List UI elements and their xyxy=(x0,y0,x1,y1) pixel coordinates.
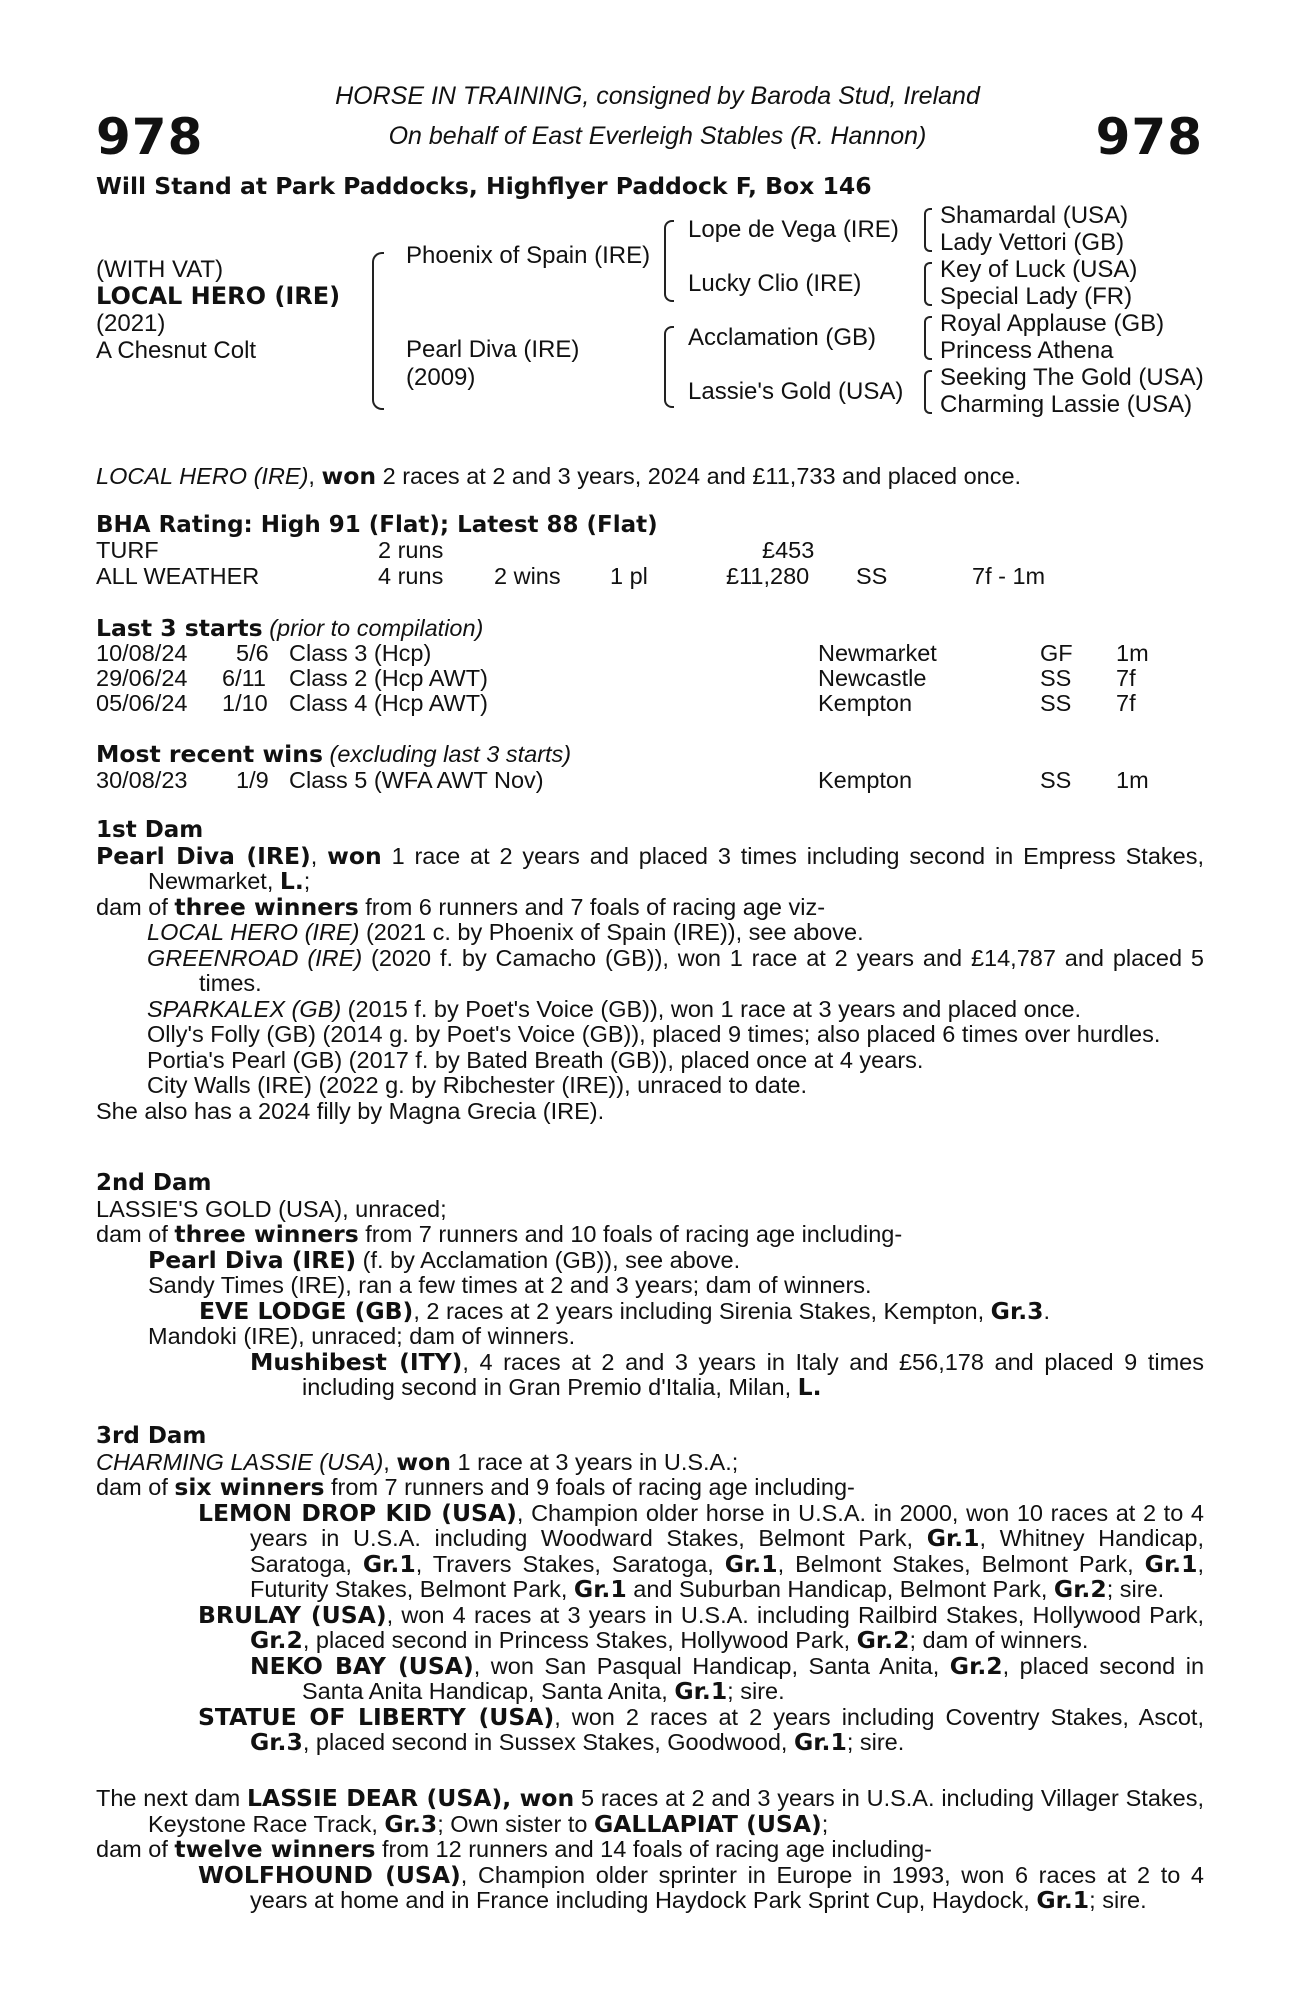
horse-year: (2021) xyxy=(96,310,166,337)
recent-wins-heading: Most recent wins (excluding last 3 starts) xyxy=(96,740,572,768)
pedigree-sss: Shamardal (USA) xyxy=(940,202,1129,229)
produce-entry: Portia's Pearl (GB) (2017 f. by Bated Breath (GB)), placed once at 4 years. xyxy=(147,1046,924,1073)
first-dam-produce-summary: dam of three winners from 6 runners and 7 foals of racing age viz- xyxy=(96,892,826,921)
last-3-heading: Last 3 starts (prior to compilation) xyxy=(96,614,484,642)
pedigree-sdd: Special Lady (FR) xyxy=(940,283,1133,310)
produce-entry: City Walls (IRE) (2022 g. by Ribchester (IRE)), unraced to date. xyxy=(147,1072,807,1098)
pedigree-sire-dam: Lucky Clio (IRE) xyxy=(688,270,862,297)
first-dam-intro: Pearl Diva (IRE), won 1 race at 2 years and placed 3 times including second in Empress Stakes, Newmarket, L.; xyxy=(96,841,1204,895)
pedigree-sire-sire: Lope de Vega (IRE) xyxy=(688,216,899,243)
pedigree-dam-dam: Lassie's Gold (USA) xyxy=(688,378,904,405)
pedigree-dam-year: (2009) xyxy=(406,364,476,391)
pedigree-sire: Phoenix of Spain (IRE) xyxy=(406,242,651,269)
vat-note: (WITH VAT) xyxy=(96,256,224,283)
produce-entry-statue-of-liberty: STATUE OF LIBERTY (USA), won 2 races at 2 years including Coventry Stakes, Ascot, Gr.3, placed second in Sussex Stakes, Goodwood, Gr.1; sire. xyxy=(198,1702,1204,1756)
lot-number-right: 978 xyxy=(1095,108,1203,166)
pedigree-dds: Seeking The Gold (USA) xyxy=(940,364,1204,391)
third-dam-section xyxy=(96,1424,1204,1756)
pedigree-ssd: Lady Vettori (GB) xyxy=(940,229,1125,256)
produce-entry-wolfhound: WOLFHOUND (USA), Champion older sprinter in Europe in 1993, won 6 races at 2 to 4 years at home and in France including Haydock Park Sprint Cup, Haydock, Gr.1; sire. xyxy=(198,1860,1204,1914)
first-dam-also: She also has a 2024 filly by Magna Grecia (IRE). xyxy=(96,1097,605,1124)
consignor-line: HORSE IN TRAINING, consigned by Baroda Stud, Ireland xyxy=(335,82,980,110)
horse-name: LOCAL HERO (IRE) xyxy=(96,282,341,310)
second-dam-intro: LASSIE'S GOLD (USA), unraced; xyxy=(96,1195,447,1222)
pedigree-dam: Pearl Diva (IRE) xyxy=(406,336,580,363)
stand-location: Will Stand at Park Paddocks, Highflyer Paddock F, Box 146 xyxy=(96,172,872,200)
produce-entry: SPARKALEX (GB) (2015 f. by Poet's Voice (GB)), won 1 race at 3 years and placed once. xyxy=(147,995,1082,1022)
pedigree-ddd: Charming Lassie (USA) xyxy=(940,391,1193,418)
pedigree-brace-5 xyxy=(924,262,932,306)
pedigree-brace-4 xyxy=(924,208,932,252)
pedigree-brace-6 xyxy=(924,316,932,360)
second-dam-heading: 2nd Dam xyxy=(96,1170,212,1196)
first-dam-section xyxy=(96,818,1204,1124)
third-dam-produce-summary: dam of six winners from 7 runners and 9 foals of racing age including- xyxy=(96,1473,855,1501)
produce-entry-brulay: BRULAY (USA), won 4 races at 3 years in U.S.A. including Railbird Stakes, Hollywood Park, Gr.2, placed second in Princess Stakes, Hollywood Park, Gr.2; dam of winners. xyxy=(198,1600,1204,1654)
horse-description: A Chesnut Colt xyxy=(96,337,257,364)
produce-entry: Sandy Times (IRE), ran a few times at 2 and 3 years; dam of winners. xyxy=(148,1272,872,1298)
third-dam-intro: CHARMING LASSIE (USA), won 1 race at 3 years in U.S.A.; xyxy=(96,1447,739,1476)
lot-number-left: 978 xyxy=(96,108,204,166)
grand-produce-entry-neko-bay: NEKO BAY (USA), won San Pasqual Handicap, Santa Anita, Gr.2, placed second in Santa Anita Handicap, Santa Anita, Gr.1; sire. xyxy=(250,1651,1205,1705)
grand-produce-entry: Mushibest (ITY), 4 races at 2 and 3 years in Italy and £56,178 and placed 9 times including second in Gran Premio d'Italia, Milan, L. xyxy=(250,1347,1204,1401)
produce-entry: Olly's Folly (GB) (2014 g. by Poet's Voice (GB)), placed 9 times; also placed 6 times over hurdles. xyxy=(147,1021,1161,1047)
pedigree-brace-3 xyxy=(664,326,674,408)
behalf-line: On behalf of East Everleigh Stables (R. Hannon) xyxy=(388,122,927,150)
race-summary: LOCAL HERO (IRE), won 2 races at 2 and 3 years, 2024 and £11,733 and placed once. xyxy=(96,462,1022,490)
pedigree-brace-1 xyxy=(372,252,384,410)
produce-entry: Mandoki (IRE), unraced; dam of winners. xyxy=(148,1323,576,1349)
next-dam-produce-summary: dam of twelve winners from 12 runners and 14 foals of racing age including- xyxy=(96,1835,932,1863)
grand-produce-entry: EVE LODGE (GB), 2 races at 2 years including Sirenia Stakes, Kempton, Gr.3. xyxy=(199,1296,1051,1325)
first-dam-heading: 1st Dam xyxy=(96,817,204,843)
third-dam-heading: 3rd Dam xyxy=(96,1423,207,1449)
pedigree-dss: Royal Applause (GB) xyxy=(940,310,1165,337)
produce-entry: GREENROAD (IRE) (2020 f. by Camacho (GB)), won 1 race at 2 years and £14,787 and placed 5 times. xyxy=(147,944,1204,996)
next-dam-section xyxy=(96,1786,1204,1914)
produce-entry-lemon-drop-kid: LEMON DROP KID (USA), Champion older horse in U.S.A. in 2000, won 10 races at 2 to 4 years in U.S.A. including Woodward Stakes, Belmont Park, Gr.1, Whitney Handicap, Saratoga, Gr.1, Travers Stakes, Saratoga, Gr.1, Belmont Stakes, Belmont Park, Gr.1, Futurity Stakes, Belmont Park, Gr.1 and Suburban Handicap, Belmont Park, Gr.2; sire. xyxy=(198,1498,1205,1603)
produce-entry: Pearl Diva (IRE) (f. by Acclamation (GB)), see above. xyxy=(148,1245,741,1274)
pedigree-dsd: Princess Athena xyxy=(940,337,1114,364)
bha-rating: BHA Rating: High 91 (Flat); Latest 88 (Flat) xyxy=(96,512,658,538)
second-dam-produce-summary: dam of three winners from 7 runners and 10 foals of racing age including- xyxy=(96,1220,903,1248)
next-dam-intro: The next dam LASSIE DEAR (USA), won 5 races at 2 and 3 years in U.S.A. including Villager Stakes, Keystone Race Track, Gr.3; Own sister to GALLAPIAT (USA); xyxy=(96,1784,1204,1838)
pedigree-dam-sire: Acclamation (GB) xyxy=(688,324,877,351)
second-dam-section xyxy=(96,1171,1204,1401)
pedigree-brace-7 xyxy=(924,370,932,414)
produce-entry: LOCAL HERO (IRE) (2021 c. by Phoenix of Spain (IRE)), see above. xyxy=(147,919,864,945)
pedigree-brace-2 xyxy=(664,220,674,302)
pedigree-sds: Key of Luck (USA) xyxy=(940,256,1138,283)
